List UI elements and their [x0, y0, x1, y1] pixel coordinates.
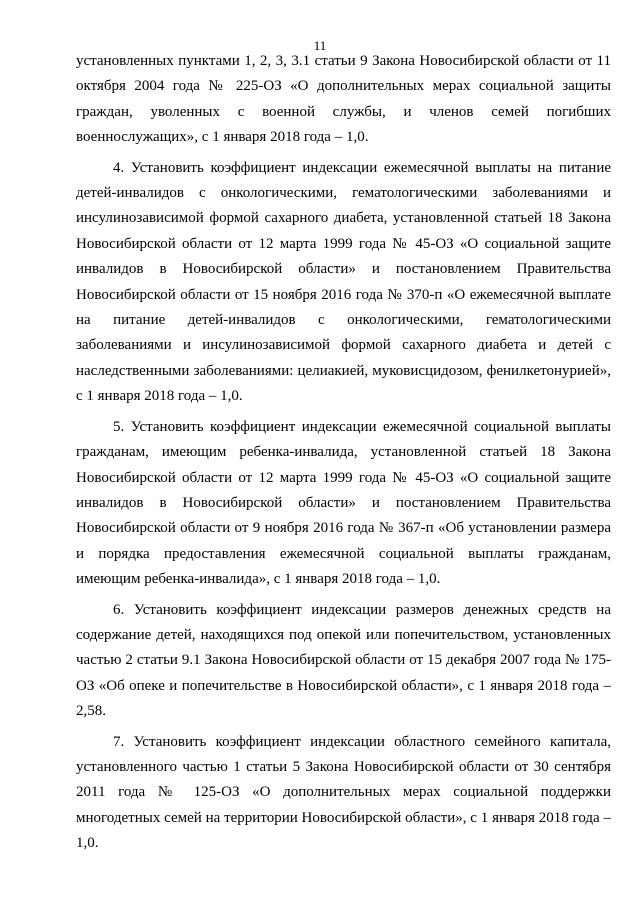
- paragraph-item-4: 4. Установить коэффициент индексации ежемесячной выплаты на питание детей-инвалидов с онкологическими, гематологическими заболеваниями и инсулинозависимой формой сахарного диабета, установленной статьей 18 Закона Новосибирской области от 12 марта 1999 года № 45-ОЗ «О социальной защите инвалидов в Новосибирской области» и постановлением Правительства Новосибирской области от 15 ноября 2016 года № 370-п «О ежемесячной выплате на питание детей-инвалидов с онкологическими, гематологическими заболеваниями и инсулинозависимой формой сахарного диабета и детей с наследственными заболеваниями: целиакией, муковисцидозом, фенилкетонурией», с 1 января 2018 года – 1,0.: [76, 159, 611, 405]
- page-number: 11: [313, 38, 327, 53]
- paragraph-item-6: 6. Установить коэффициент индексации размеров денежных средств на содержание детей, находящихся под опекой или попечительством, установленных частью 2 статьи 9.1 Закона Новосибирской области от 15 декабря 2007 года № 175-ОЗ «Об опеке и попечительстве в Новосибирской области», с 1 января 2018 года – 2,58.: [76, 601, 611, 720]
- paragraph-continuation: установленных пунктами 1, 2, 3, 3.1 статьи 9 Закона Новосибирской области от 11 октября 2004 года № 225-ОЗ «О дополнительных мерах социальной защиты граждан, уволенных с военной службы, и членов семей погибших военнослужащих», с 1 января 2018 года – 1,0.: [76, 53, 611, 146]
- document-body: [76, 49, 611, 862]
- paragraph-item-7: 7. Установить коэффициент индексации областного семейного капитала, установленного частью 1 статьи 5 Закона Новосибирской области от 30 сентября 2011 года № 125-ОЗ «О дополнительных мерах социальной поддержки многодетных семей на территории Новосибирской области», с 1 января 2018 года – 1,0.: [76, 733, 611, 852]
- paragraph-item-5: 5. Установить коэффициент индексации ежемесячной социальной выплаты гражданам, имеющим ребенка-инвалида, установленной статьей 18 Закона Новосибирской области от 12 марта 1999 года № 45-ОЗ «О социальной защите инвалидов в Новосибирской области» и постановлением Правительства Новосибирской области от 9 ноября 2016 года № 367-п «Об установлении размера и порядка предоставления ежемесячной социальной выплаты гражданам, имеющим ребенка-инвалида», с 1 января 2018 года – 1,0.: [76, 418, 611, 588]
